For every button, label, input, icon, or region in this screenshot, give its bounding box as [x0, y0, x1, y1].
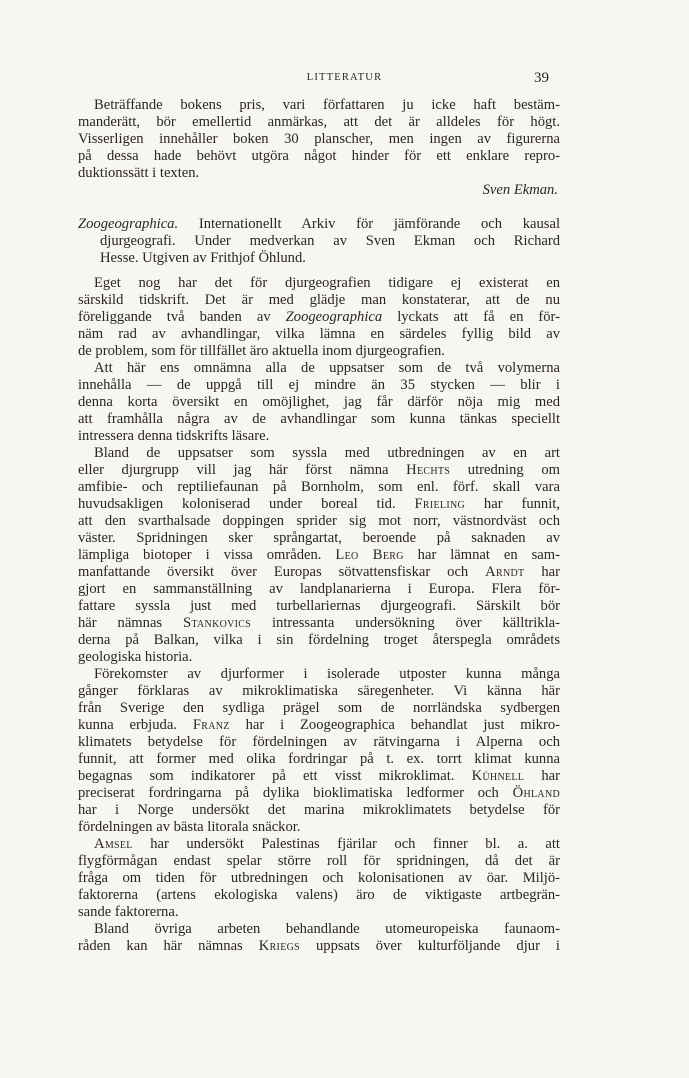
text-line: fattare syssla just med turbellariernas djurgeografi. Särskilt bör [78, 598, 560, 614]
text-line: amfibie- och reptiliefaunan på Bornholm, som enl. förf. skall vara [78, 479, 560, 495]
text-line: Bland de uppsatser som syssla med utbredningen av en art [94, 445, 560, 461]
text-line: kunna erbjuda. Franz har i Zoogeographica behandlat just mikro- [78, 717, 560, 733]
running-title: LITTERATUR [306, 72, 383, 83]
text-line: särskild tidskrift. Det är med glädje man konstaterar, att de nu [78, 292, 560, 308]
text-line: innehålla — de uppgå till ej mindre än 35 stycken — blir i [78, 377, 560, 393]
text-line: att den svarthalsade doppingen sprider sig mot norr, västnordväst och [78, 513, 560, 529]
text-line: manfattande översikt över Europas sötvattensfiskar och Arndt har [78, 564, 560, 580]
text-line: manderätt, bör emellertid anmärkas, att det är alldeles för högt. [78, 114, 560, 130]
text-line: Eget nog har det för djurgeografien tidigare ej existerat en [94, 275, 560, 291]
text-line: från Sverige den sydliga prägel som de norrländska sydbergen [78, 700, 560, 716]
text-line: Amsel har undersökt Palestinas fjärilar och finner bl. a. att [94, 836, 560, 852]
text-line: flygförmågan endast spelar större roll för spridningen, då det är [78, 853, 560, 869]
text-line: eller djurgrupp vill jag här först nämna Hechts utredning om [78, 462, 560, 478]
text-line: här nämnas Stankovics intressanta undersökning över källtrikla- [78, 615, 560, 631]
text-line: Visserligen innehåller boken 30 planscher, men ingen av figurerna [78, 131, 560, 147]
text-line: de problem, som för tillfället äro aktuella inom djurgeografien. [78, 343, 445, 359]
text-line: näm rad av avhandlingar, vilka lämna en särdeles fyllig bild av [78, 326, 560, 342]
section-gap [78, 267, 560, 275]
book-title: Zoogeographica. [78, 216, 179, 232]
text-line: sande faktorerna. [78, 904, 179, 920]
review-heading-line: Hesse. Utgiven av Frithjof Öhlund. [100, 250, 306, 266]
review-heading-line: Zoogeographica. Internationellt Arkiv för jämförande och kausal [78, 216, 560, 232]
text-line: väster. Spridningen sker språngartat, beroende på saknaden av [78, 530, 560, 546]
body-text [78, 97, 560, 955]
text-line: klimatets betydelse för fördelningen av rätvingarna i Alperna och [78, 734, 560, 750]
text-line: Bland övriga arbeten behandlande utomeuropeiska faunaom- [94, 921, 560, 937]
text-line: faktorerna (artens ekologiska valens) äro de viktigaste artbegrän- [78, 887, 560, 903]
text-line: att framhålla några av de avhandlingar som kunna tänkas speciellt [78, 411, 560, 427]
text-line: Beträffande bokens pris, vari författaren ju icke haft bestäm- [94, 97, 560, 113]
text-line: Att här ens omnämna alla de uppsatser som de två volymerna [94, 360, 560, 376]
text-line: huvudsakligen koloniserad under boreal tid. Frieling har funnit, [78, 496, 560, 512]
text-line: fråga om tiden för utbredningen och kolonisationen av öar. Miljö- [78, 870, 560, 886]
section-gap [78, 199, 560, 216]
text-line: gjort en sammanställning av landplanarierna i Europa. Flera för- [78, 581, 560, 597]
text-line: denna korta översikt en omöjlighet, jag får därför nöja mig med [78, 394, 560, 410]
review-signature: Sven Ekman. [482, 182, 558, 198]
text-line: funnit, att former med olika fordringar på t. ex. torrt klimat kunna [78, 751, 560, 767]
text-line: intressera denna tidskrifts läsare. [78, 428, 270, 444]
text-line: preciserat fordringarna på dylika bioklimatiska ledformer och Öhland [78, 785, 560, 801]
text-line: föreliggande två banden av Zoogeographica lyckats att få en för- [78, 309, 560, 325]
text-line: geologiska historia. [78, 649, 193, 665]
text-line: råden kan här nämnas Kriegs uppsats över kulturföljande djur i [78, 938, 560, 954]
review-heading-line: djurgeografi. Under medverkan av Sven Ekman och Richard [100, 233, 560, 249]
text-line: lämpliga biotoper i vissa områden. Leo Berg har lämnat en sam- [78, 547, 560, 563]
text-line: har i Norge undersökt det marina mikroklimatets betydelse för [78, 802, 560, 818]
text-line: fördelningen av bästa litorala snäckor. [78, 819, 301, 835]
page-number: 39 [534, 70, 549, 86]
text-line: Förekomster av djurformer i isolerade utposter kunna många [94, 666, 560, 682]
text-line: begagnas som indikatorer på ett visst mikroklimat. Kühnell har [78, 768, 560, 784]
text-line: duktionssätt i texten. [78, 165, 200, 181]
text-line: på dessa hade behövt utgöra något hinder för ett enklare repro- [78, 148, 560, 164]
text-line: gånger förklaras av mikroklimatiska säregenheter. Vi känna här [78, 683, 560, 699]
text-line: derna på Balkan, vilka i sin fördelning troget återspegla områdets [78, 632, 560, 648]
